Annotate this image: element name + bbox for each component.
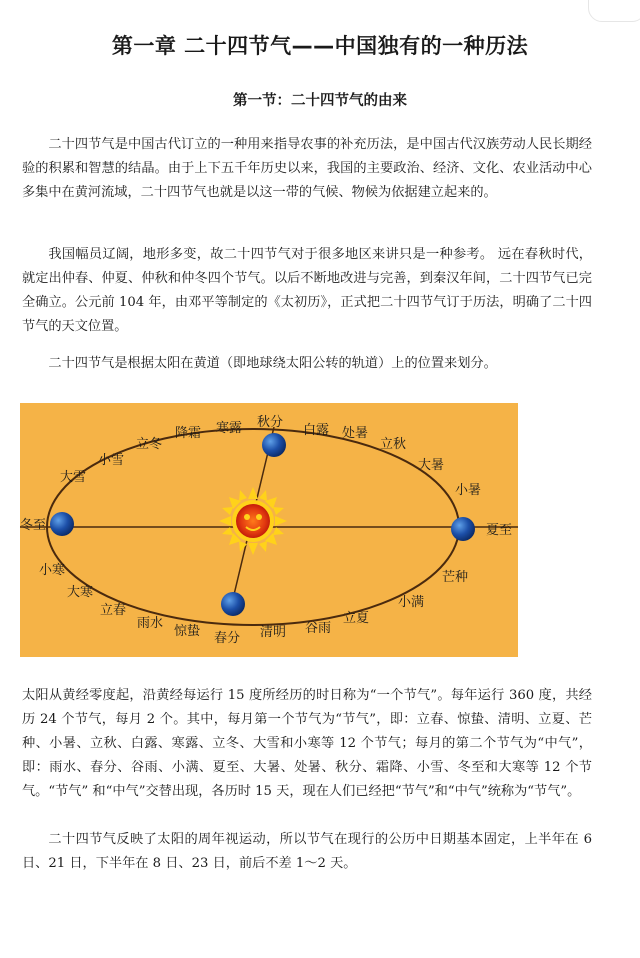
paragraph-origin: 二十四节气是中国古代订立的一种用来指导农事的补充历法，是中国古代汉族劳动人民长期经验的积累和智慧的结晶。由于上下五千年历史以来，我国的主要政治、经济、文化、农业活动中心多集中在黄河流域，二十四节气也就是以这一带的气候、物候为依据建立起来的。 xyxy=(22,137,592,200)
sun-icon xyxy=(219,487,287,555)
term-dongzhi: 冬至 xyxy=(20,518,47,533)
paragraph-calendar: 二十四节气反映了太阳的周年视运动，所以节气在现行的公历中日期基本固定，上半年在 6 日、21 日，下半年在 8 日、23 日，前后不差 1～2 天。 xyxy=(22,832,592,871)
term-bailu: 白露 xyxy=(303,423,330,438)
term-xiaoshu: 小暑 xyxy=(455,483,482,498)
solar-terms-diagram xyxy=(20,403,518,657)
earth-icon-autumn xyxy=(262,433,286,457)
term-daxue: 大雪 xyxy=(60,470,87,485)
paragraph-history: 我国幅员辽阔，地形多变，故二十四节气对于很多地区来讲只是一种参考。 远在春秋时代，就定出仲春、仲夏、仲秋和仲冬四个节气。以后不断地改进与完善，到秦汉年间，二十四节气已完全确立。公元前 104 年，由邓平等制定的《太初历》，正式把二十四节气订于历法，明确了二十四节气的天文位置。 xyxy=(22,247,592,334)
term-yushui: 雨水 xyxy=(137,616,164,631)
term-hanlu: 寒露 xyxy=(216,421,243,436)
section-title: 第一节：二十四节气的由来 xyxy=(233,93,407,109)
term-liqiu: 立秋 xyxy=(380,437,407,452)
paragraph-definition: 太阳从黄经零度起，沿黄经每运行 15 度所经历的时日称为“一个节气”。每年运行 360 度，共经历 24 个节气，每月 2 个。其中，每月第一个节气为“节气”，即：立春、惊蛰、清明、立夏、芒种、小暑、立秋、白露、寒露、立冬、大雪和小寒等 12 个节气；每月的第二个节气为“中气”，即：雨水、春分、谷雨、小满、夏至、大暑、处暑、秋分、霜降、小雪、冬至和大寒等 12 个节气。“节气” 和“中气”交替出现，各历时 15 天，现在人们已经把“节气”和“中气”统称为“节气”。 xyxy=(22,688,592,799)
term-chushu: 处暑 xyxy=(342,426,369,441)
earth-icon-summer xyxy=(451,517,475,541)
term-dashu: 大暑 xyxy=(418,458,445,473)
term-lichun: 立春 xyxy=(100,603,127,618)
term-dahan: 大寒 xyxy=(67,585,94,600)
earth-icon-spring xyxy=(221,592,245,616)
term-jingzhe: 惊蛰 xyxy=(174,624,201,639)
term-lixia: 立夏 xyxy=(343,611,370,626)
term-xiaohan: 小寒 xyxy=(39,563,66,578)
paragraph-ecliptic: 二十四节气是根据太阳在黄道（即地球绕太阳公转的轨道）上的位置来划分。 xyxy=(48,356,497,371)
term-shuangjiang: 降霜 xyxy=(175,426,202,441)
corner-tab xyxy=(588,0,640,22)
term-lidong: 立冬 xyxy=(136,437,163,452)
term-chunfen: 春分 xyxy=(214,631,241,646)
term-mangzhong: 芒种 xyxy=(442,570,469,585)
term-xiaoman: 小满 xyxy=(398,595,425,610)
term-xiaoxue: 小雪 xyxy=(98,453,125,468)
chapter-title: 第一章 二十四节气——中国独有的一种历法 xyxy=(111,34,529,58)
term-xiazhi: 夏至 xyxy=(486,523,513,538)
term-guyu: 谷雨 xyxy=(305,621,332,636)
term-qiufen: 秋分 xyxy=(257,415,284,430)
earth-icon-winter xyxy=(50,512,74,536)
term-qingming: 清明 xyxy=(260,625,287,640)
